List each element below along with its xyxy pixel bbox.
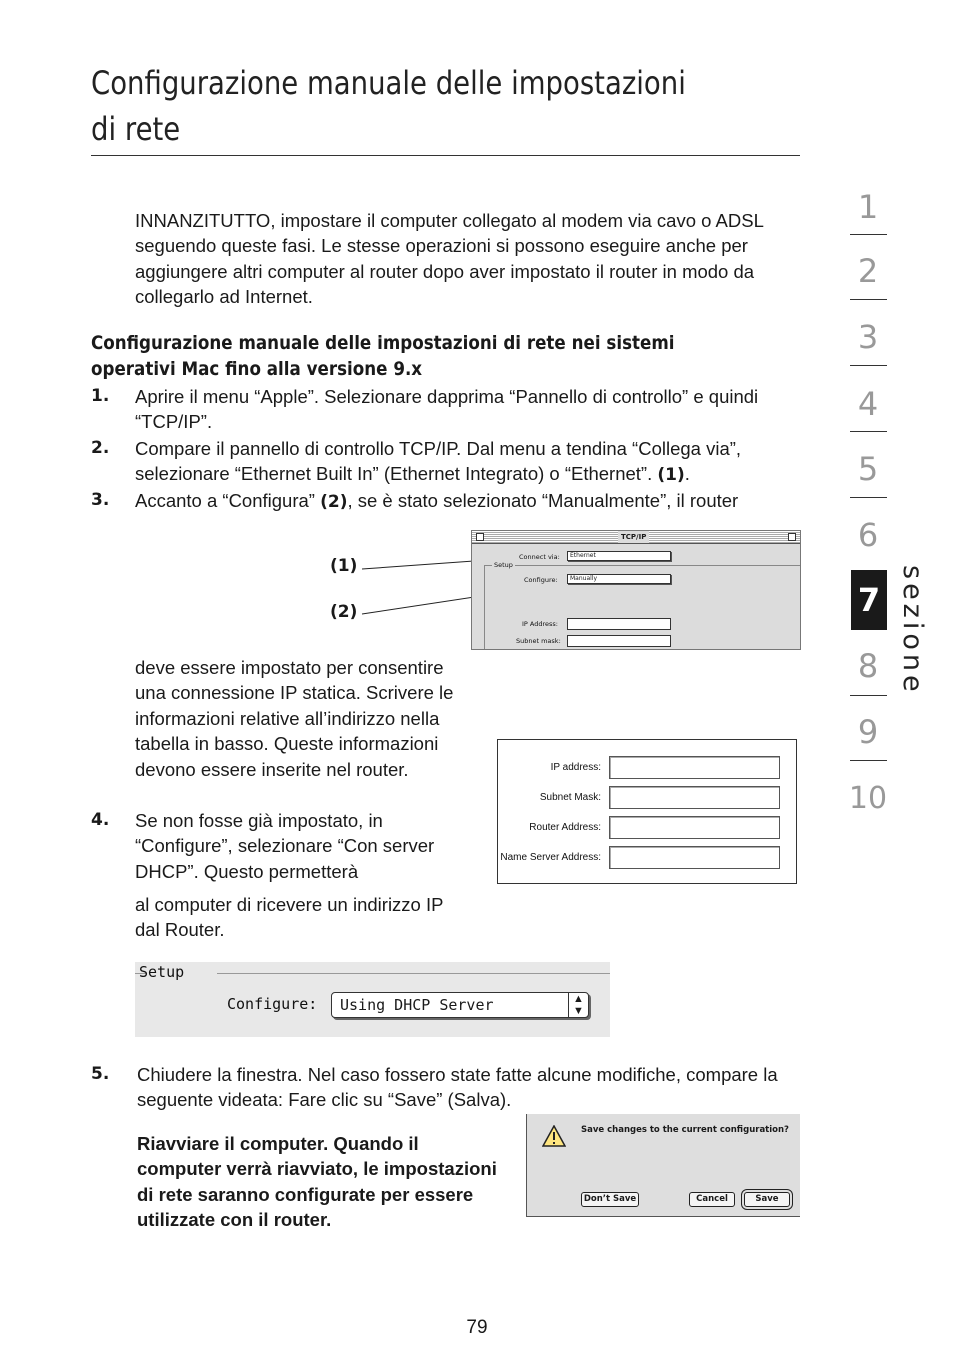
step-number: 5. bbox=[91, 1064, 110, 1084]
connect-via-label: Connect via: bbox=[519, 553, 560, 561]
callout-label-2: (2) bbox=[330, 602, 358, 622]
section-number: 8 bbox=[857, 647, 879, 685]
section-number: 6 bbox=[857, 516, 879, 554]
ip-address-field[interactable] bbox=[567, 618, 671, 630]
page-number: 79 bbox=[466, 1317, 488, 1338]
step-text-continuation: al computer di ricevere un indirizzo IP dal Router. bbox=[135, 894, 444, 941]
section-number: 4 bbox=[857, 385, 879, 423]
step-text-continuation: deve essere impostato per consentire una connessione IP statica. Scrivere le informazioni relative all’indirizzo nella tabella in basso. Queste informazioni devono essere inserite nel router. bbox=[135, 657, 454, 780]
ip-address-field[interactable] bbox=[609, 756, 780, 779]
step-text: Chiudere la finestra. Nel caso fossero state fatte alcune modifiche, compare la seguente videata: Fare clic su “Save” (Salva). bbox=[137, 1064, 778, 1111]
cancel-button[interactable]: Cancel bbox=[689, 1192, 735, 1207]
router-address-field[interactable] bbox=[609, 816, 780, 839]
section-divider bbox=[850, 299, 887, 300]
section-divider bbox=[850, 234, 887, 235]
name-server-label: Name Server Address: bbox=[500, 852, 601, 863]
zoom-box-icon bbox=[788, 533, 796, 541]
configure-label: Configure: bbox=[227, 995, 318, 1013]
page-title: Configurazione manuale delle impostazioni di rete bbox=[91, 64, 686, 148]
name-server-field[interactable] bbox=[609, 846, 780, 869]
step-text: Accanto a “Configura” (2), se è stato selezionato “Manualmente”, il router bbox=[135, 490, 739, 512]
subnet-mask-label: Subnet mask: bbox=[516, 637, 561, 645]
ip-address-label: IP Address: bbox=[522, 620, 558, 628]
section-divider bbox=[850, 760, 887, 761]
section-number-active: 7 bbox=[857, 581, 881, 619]
configure-value: Using DHCP Server bbox=[340, 996, 494, 1014]
setup-legend: Setup bbox=[139, 963, 185, 981]
address-table-screenshot bbox=[497, 739, 797, 884]
section-active-tab bbox=[851, 570, 887, 630]
close-box-icon bbox=[476, 533, 484, 541]
section-divider bbox=[850, 431, 887, 432]
section-number: 2 bbox=[857, 252, 879, 290]
section-divider bbox=[850, 695, 887, 696]
configure-select[interactable]: Manually bbox=[567, 574, 671, 584]
configure-popup[interactable] bbox=[331, 992, 589, 1018]
subnet-mask-field[interactable] bbox=[567, 635, 671, 647]
section-divider bbox=[850, 497, 887, 498]
step-number: 3. bbox=[91, 490, 110, 510]
connect-via-select[interactable]: Ethernet bbox=[567, 551, 671, 561]
router-address-label: Router Address: bbox=[529, 822, 601, 833]
callout-label-1: (1) bbox=[330, 556, 358, 576]
subnet-mask-label: Subnet Mask: bbox=[539, 792, 601, 803]
title-divider bbox=[91, 155, 800, 156]
section-number: 3 bbox=[857, 318, 879, 356]
section-number: 5 bbox=[857, 450, 879, 488]
dont-save-button[interactable]: Don’t Save bbox=[581, 1192, 639, 1207]
save-dialog-screenshot bbox=[526, 1114, 800, 1217]
section-divider bbox=[850, 365, 887, 366]
warning-icon bbox=[542, 1125, 566, 1147]
up-down-arrows-icon: ▲ ▼ bbox=[568, 993, 588, 1017]
step-text: Aprire il menu “Apple”. Selezionare dapprima “Pannello di controllo” e quindi “TCP/IP”. bbox=[135, 386, 759, 433]
section-number: 9 bbox=[857, 713, 879, 751]
tcp-ip-panel-screenshot bbox=[471, 530, 801, 650]
step-number: 2. bbox=[91, 438, 110, 458]
section-subheading: Configurazione manuale delle impostazioni di rete nei sistemi operativi Mac fino alla versione 9.x bbox=[91, 332, 675, 380]
intro-paragraph: INNANZITUTTO, impostare il computer collegato al modem via cavo o ADSL seguendo queste fasi. Le stesse operazioni si possono eseguire anche per aggiungere altri computer al router dopo aver impostato il router in modo da collegarlo ad Internet. bbox=[135, 210, 764, 308]
step-number: 4. bbox=[91, 810, 110, 830]
section-number: 10 bbox=[848, 781, 888, 816]
setup-dhcp-screenshot bbox=[135, 962, 610, 1037]
subnet-mask-field[interactable] bbox=[609, 786, 780, 809]
step-number: 1. bbox=[91, 386, 110, 406]
configure-label: Configure: bbox=[524, 576, 558, 584]
step-text: Compare il pannello di controllo TCP/IP. Dal menu a tendina “Collega via”, selezionare “Ethernet Built In” (Ethernet Integrato) o “Ethernet”. (1). bbox=[135, 438, 742, 486]
setup-legend: Setup bbox=[494, 561, 513, 569]
dialog-question: Save changes to the current configuration? bbox=[581, 1125, 789, 1135]
section-number: 1 bbox=[857, 188, 879, 226]
restart-note: Riavviare il computer. Quando il computer verrà riavviato, le impostazioni di rete saranno configurate per essere utilizzate con il router. bbox=[137, 1133, 497, 1231]
section-word-vertical: sezione bbox=[897, 565, 928, 696]
save-button[interactable]: Save bbox=[744, 1192, 790, 1207]
step-text: Se non fosse già impostato, in “Configure”, selezionare “Con server DHCP”. Questo permetterà bbox=[135, 810, 435, 882]
ip-address-label: IP address: bbox=[550, 762, 601, 773]
panel-title: TCP/IP bbox=[618, 531, 649, 543]
callout-ref: (1) bbox=[657, 465, 685, 486]
callout-ref: (2) bbox=[320, 492, 348, 512]
